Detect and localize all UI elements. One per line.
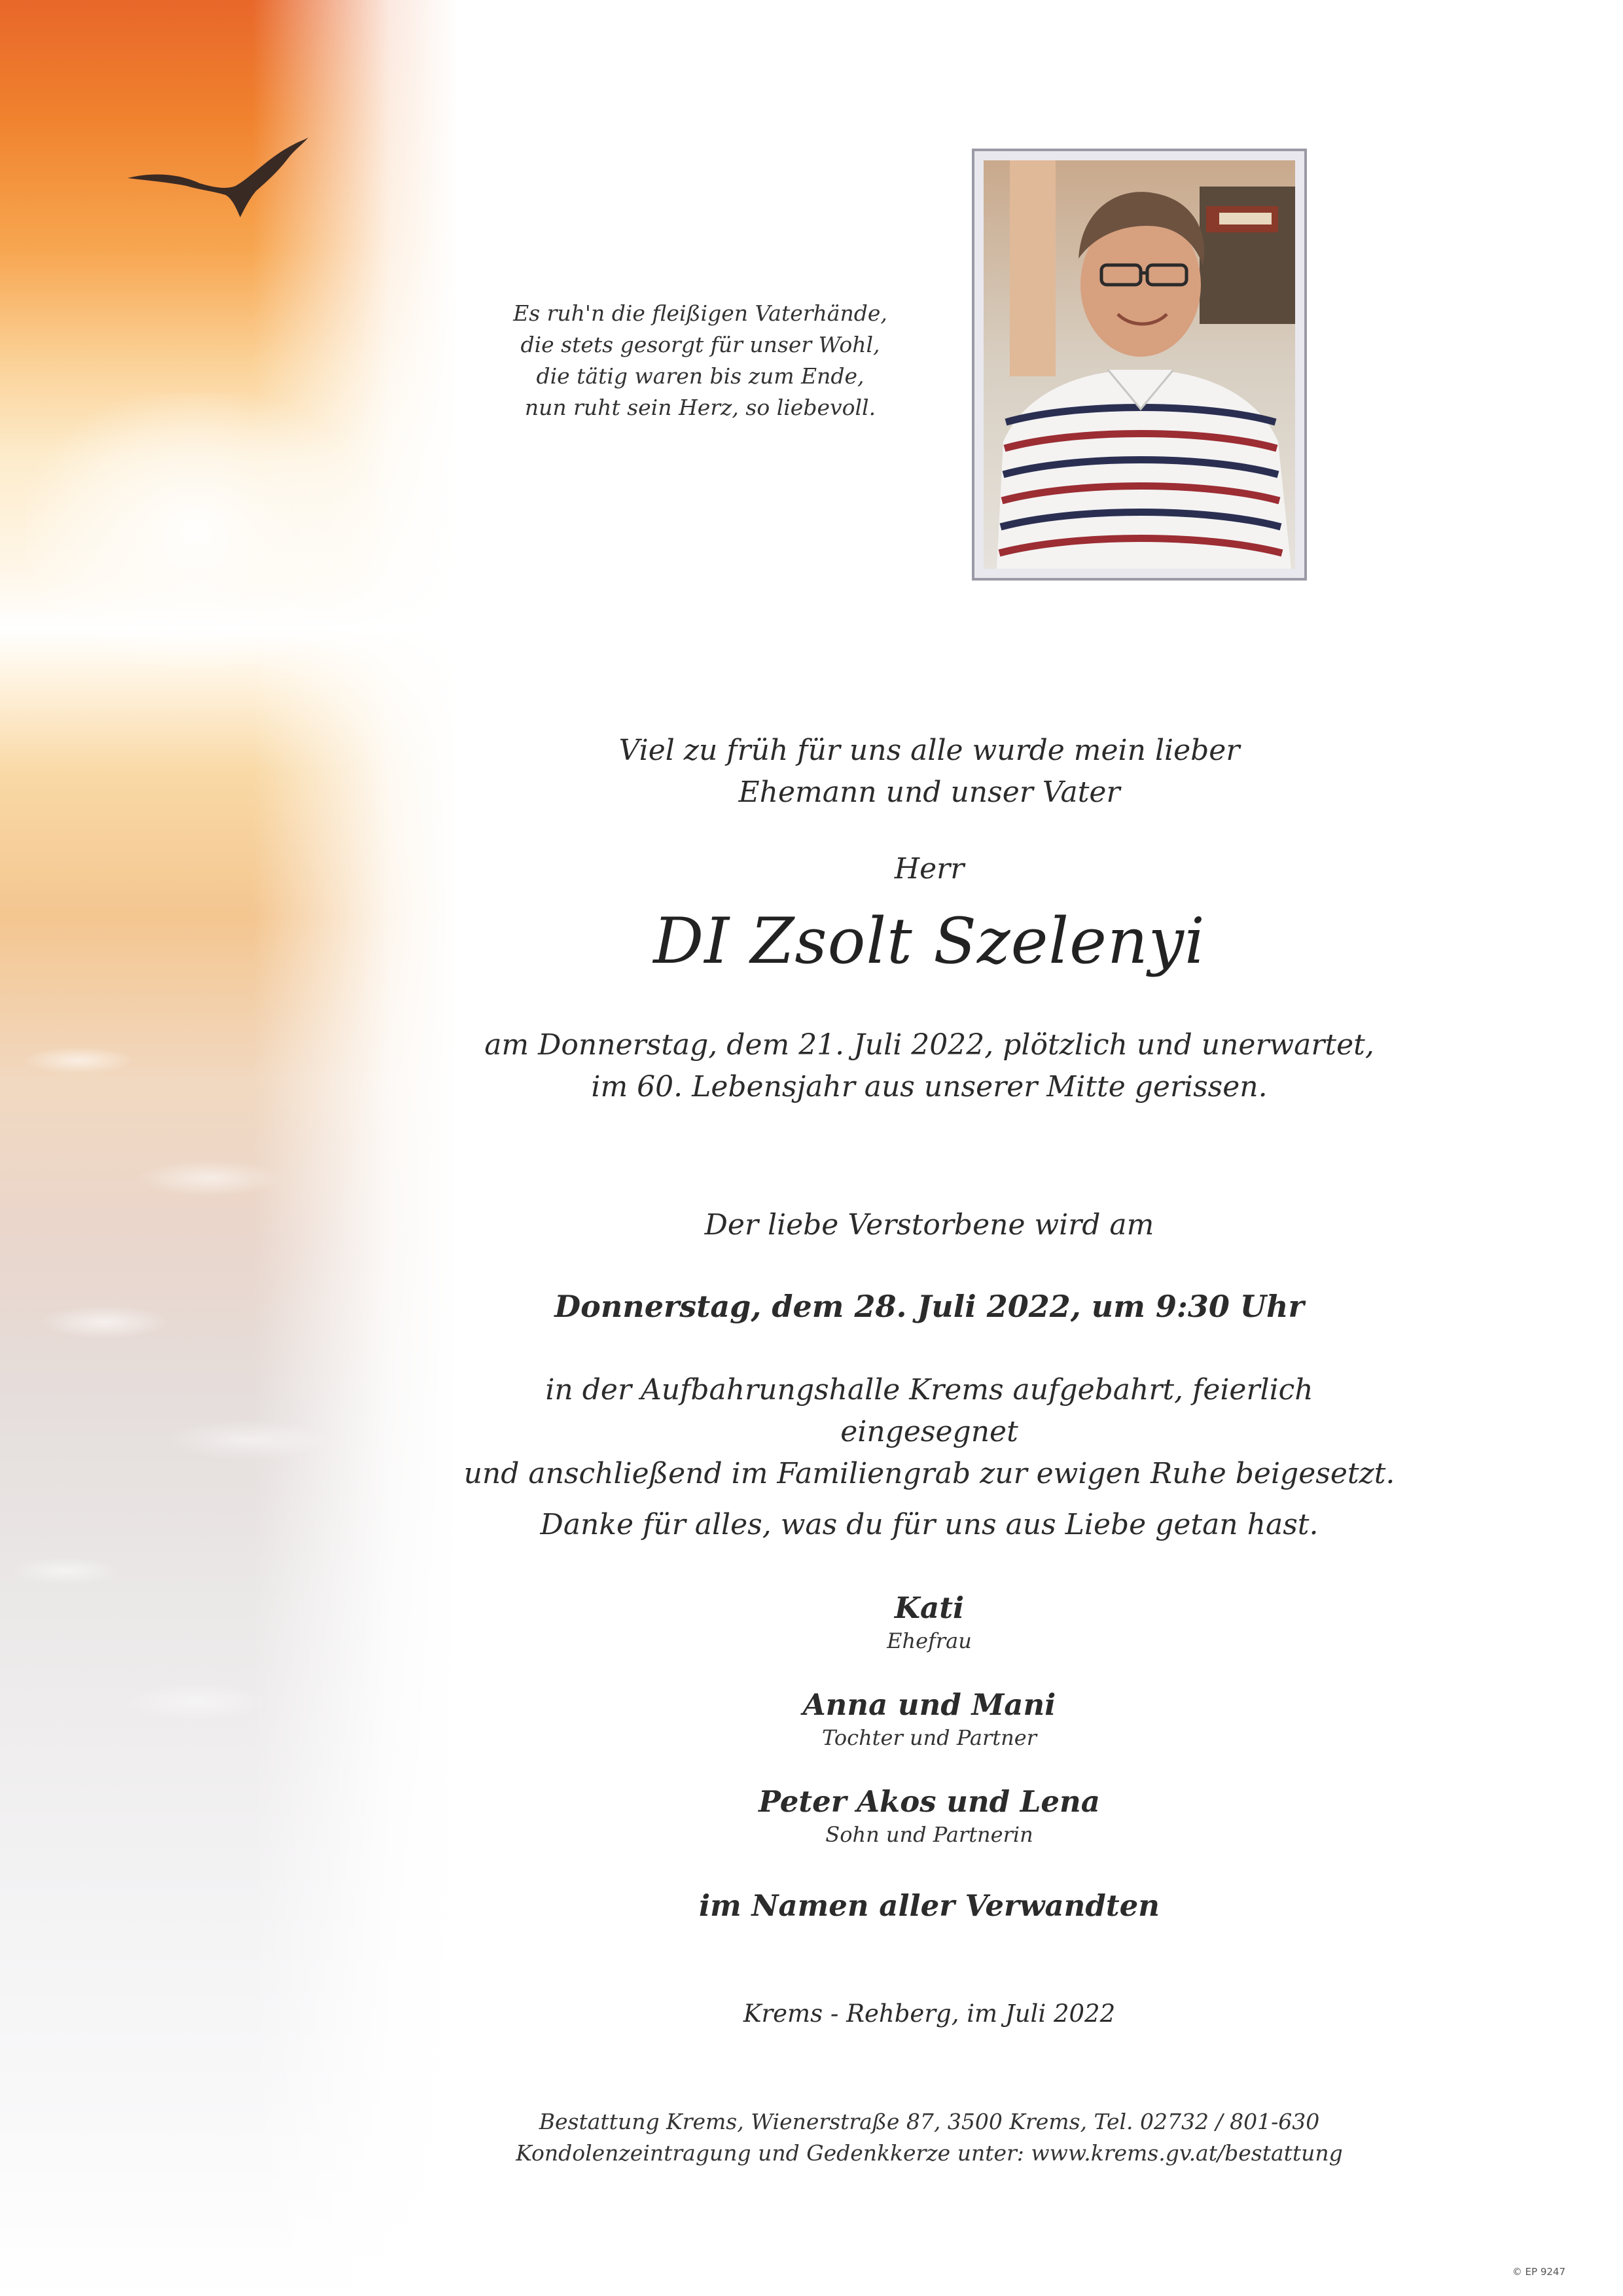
funeral-home-footer <box>458 2106 1400 2169</box>
portrait-photo-frame <box>972 149 1307 581</box>
footer-condolence: Kondolenzeintragung und Gedenkkerze unter: www.krems.gv.at/bestattung <box>516 2140 1343 2166</box>
poem-line: Es ruh'n die fleißigen Vaterhände, <box>513 300 887 326</box>
mourner-entry <box>458 1686 1400 1751</box>
sun-glow <box>26 393 366 668</box>
intro-line: Viel zu früh für uns alle wurde mein lieber <box>618 734 1240 767</box>
seagull-icon <box>128 131 317 223</box>
salutation: Herr <box>894 852 965 886</box>
poem-line: die stets gesorgt für unser Wohl, <box>520 332 880 357</box>
funeral-date: Donnerstag, dem 28. Juli 2022, um 9:30 Uhr <box>554 1289 1304 1324</box>
funeral-line: in der Aufbahrungshalle Krems aufgebahrt, feierlich eingesegnet <box>545 1373 1313 1448</box>
thanks-line: Danke für alles, was du für uns aus Liebe getan hast. <box>540 1508 1319 1541</box>
poem-line: nun ruht sein Herz, so liebevoll. <box>524 395 876 420</box>
death-line: im 60. Lebensjahr aus unserer Mitte gerissen. <box>591 1070 1268 1103</box>
place-date: Krems - Rehberg, im Juli 2022 <box>743 2000 1116 2028</box>
memorial-poem <box>497 298 903 423</box>
sea-waves <box>0 982 419 1833</box>
mourner-relation: Sohn und Partnerin <box>825 1822 1033 1847</box>
mourner-name: Anna und Mani <box>802 1687 1056 1722</box>
funeral-line: und anschließend im Familiengrab zur ewigen Ruhe beigesetzt. <box>463 1457 1395 1490</box>
mourner-relation: Ehefrau <box>887 1628 972 1653</box>
signoff: im Namen aller Verwandten <box>699 1888 1160 1923</box>
mourner-name: Peter Akos und Lena <box>758 1784 1100 1819</box>
mourner-entry <box>458 1589 1400 1655</box>
death-notice <box>458 1024 1400 1108</box>
mourner-name: Kati <box>894 1590 965 1625</box>
portrait-image <box>984 160 1295 569</box>
mourner-entry <box>458 1783 1400 1848</box>
funeral-intro: Der liebe Verstorbene wird am <box>704 1208 1154 1242</box>
intro-line: Ehemann und unser Vater <box>738 776 1120 809</box>
deceased-name: DI Zsolt Szelenyi <box>653 905 1205 978</box>
side-sunset-sea-image <box>0 0 458 2296</box>
poem-line: die tätig waren bis zum Ende, <box>536 363 865 389</box>
mourner-relation: Tochter und Partner <box>822 1725 1037 1750</box>
portrait-photo <box>984 160 1295 569</box>
funeral-details <box>458 1369 1400 1495</box>
death-line: am Donnerstag, dem 21. Juli 2022, plötzlich und unerwartet, <box>484 1028 1374 1062</box>
announcement-intro <box>458 730 1400 814</box>
print-code: © EP 9247 <box>1512 2266 1565 2278</box>
footer-address: Bestattung Krems, Wienerstraße 87, 3500 Krems, Tel. 02732 / 801-630 <box>539 2109 1320 2134</box>
